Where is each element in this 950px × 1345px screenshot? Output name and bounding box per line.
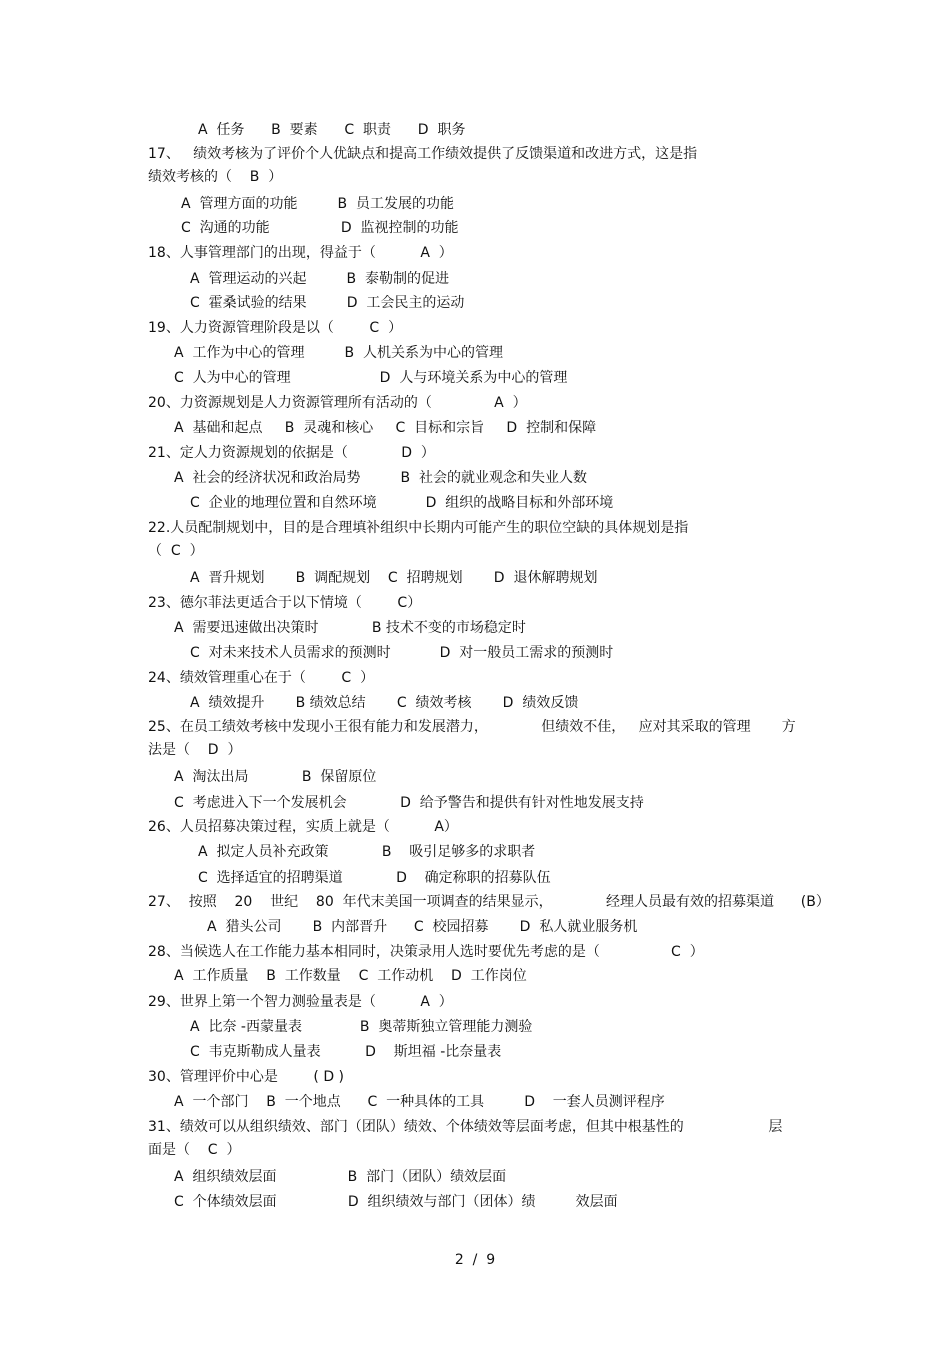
option-line: C 韦克斯勒成人量表 D 斯坦福 -比奈量表 — [190, 1044, 502, 1060]
question-27: 27、 按照 20 世纪 80 年代末美国一项调查的结果显示， 经理人员最有效的招募渠道 (B） — [148, 894, 830, 910]
option-line: A 猎头公司 B 内部晋升 C 校园招募 D 私人就业服务机 — [207, 919, 638, 935]
option-line: A 拟定人员补充政策 B 吸引足够多的求职者 — [198, 844, 536, 860]
question-30: 30、管理评价中心是 ( D ) — [148, 1069, 345, 1085]
option-line: A 管理运动的兴起 B 泰勒制的促进 — [190, 271, 450, 287]
option-line: A 淘汰出局 B 保留原位 — [174, 769, 377, 785]
option-line: C 霍桑试验的结果 D 工会民主的运动 — [190, 295, 465, 311]
question-25-answer: 法是（ D ） — [148, 742, 242, 758]
option-line: A 绩效提升 B 绩效总结 C 绩效考核 D 绩效反馈 — [190, 695, 579, 711]
option-line: C 考虑进入下一个发展机会 D 给予警告和提供有针对性地发展支持 — [174, 795, 644, 811]
question-20: 20、力资源规划是人力资源管理所有活动的（ A ） — [148, 395, 527, 411]
option-line: C 个体绩效层面 D 组织绩效与部门（团体）绩 效层面 — [174, 1194, 618, 1210]
option-line: A 工作为中心的管理 B 人机关系为中心的管理 — [174, 345, 504, 361]
question-25: 25、在员工绩效考核中发现小王很有能力和发展潜力， 但绩效不佳， 应对其采取的管理 方 — [148, 719, 796, 735]
option-line: A 基础和起点 B 灵魂和核心 C 目标和宗旨 D 控制和保障 — [174, 420, 597, 436]
question-26: 26、人员招募决策过程，实质上就是（ A） — [148, 819, 458, 835]
option-line: C 对未来技术人员需求的预测时 D 对一般员工需求的预测时 — [190, 645, 614, 661]
question-29: 29、世界上第一个智力测验量表是（ A ） — [148, 994, 453, 1010]
question-24: 24、绩效管理重心在于（ C ） — [148, 670, 375, 686]
option-line: A 组织绩效层面 B 部门（团队）绩效层面 — [174, 1169, 507, 1185]
option-line: C 人为中心的管理 D 人与环境关系为中心的管理 — [174, 370, 568, 386]
option-line: A 管理方面的功能 B 员工发展的功能 — [181, 196, 455, 212]
option-line: C 选择适宜的招聘渠道 D 确定称职的招募队伍 — [198, 870, 551, 886]
question-17: 17、 绩效考核为了评价个人优缺点和提高工作绩效提供了反馈渠道和改进方式，这是指 — [148, 146, 698, 162]
option-line: A 任务 B 要素 C 职责 D 职务 — [198, 122, 466, 138]
question-21: 21、定人力资源规划的依据是（ D ） — [148, 445, 435, 461]
option-line: A 一个部门 B 一个地点 C 一种具体的工具 D 一套人员测评程序 — [174, 1094, 665, 1110]
question-22: 22.人员配制规划中，目的是合理填补组织中长期内可能产生的职位空缺的具体规划是指 — [148, 520, 689, 536]
option-line: A 比奈 -西蒙量表 B 奥蒂斯独立管理能力测验 — [190, 1019, 533, 1035]
question-18: 18、人事管理部门的出现，得益于（ A ） — [148, 245, 453, 261]
question-31-answer: 面是（ C ） — [148, 1142, 241, 1158]
question-28: 28、当候选人在工作能力基本相同时，决策录用人选时要优先考虑的是（ C ） — [148, 944, 704, 960]
question-22-answer: （ C ） — [148, 543, 204, 559]
option-line: A 需要迅速做出决策时 B 技术不变的市场稳定时 — [174, 620, 526, 636]
option-line: A 晋升规划 B 调配规划 C 招聘规划 D 退休解聘规划 — [190, 570, 598, 586]
question-19: 19、人力资源管理阶段是以（ C ） — [148, 320, 403, 336]
option-line: A 工作质量 B 工作数量 C 工作动机 D 工作岗位 — [174, 968, 527, 984]
option-line: A 社会的经济状况和政治局势 B 社会的就业观念和失业人数 — [174, 470, 588, 486]
option-line: C 企业的地理位置和自然环境 D 组织的战略目标和外部环境 — [190, 495, 614, 511]
page-number: 2 / 9 — [454, 1252, 496, 1268]
question-17-answer: 绩效考核的（ B ） — [148, 169, 283, 185]
question-31: 31、绩效可以从组织绩效、部门（团队）绩效、个体绩效等层面考虑，但其中根基性的 层 — [148, 1119, 783, 1135]
option-line: C 沟通的功能 D 监视控制的功能 — [181, 220, 459, 236]
question-23: 23、德尔菲法更适合于以下情境（ C） — [148, 595, 422, 611]
